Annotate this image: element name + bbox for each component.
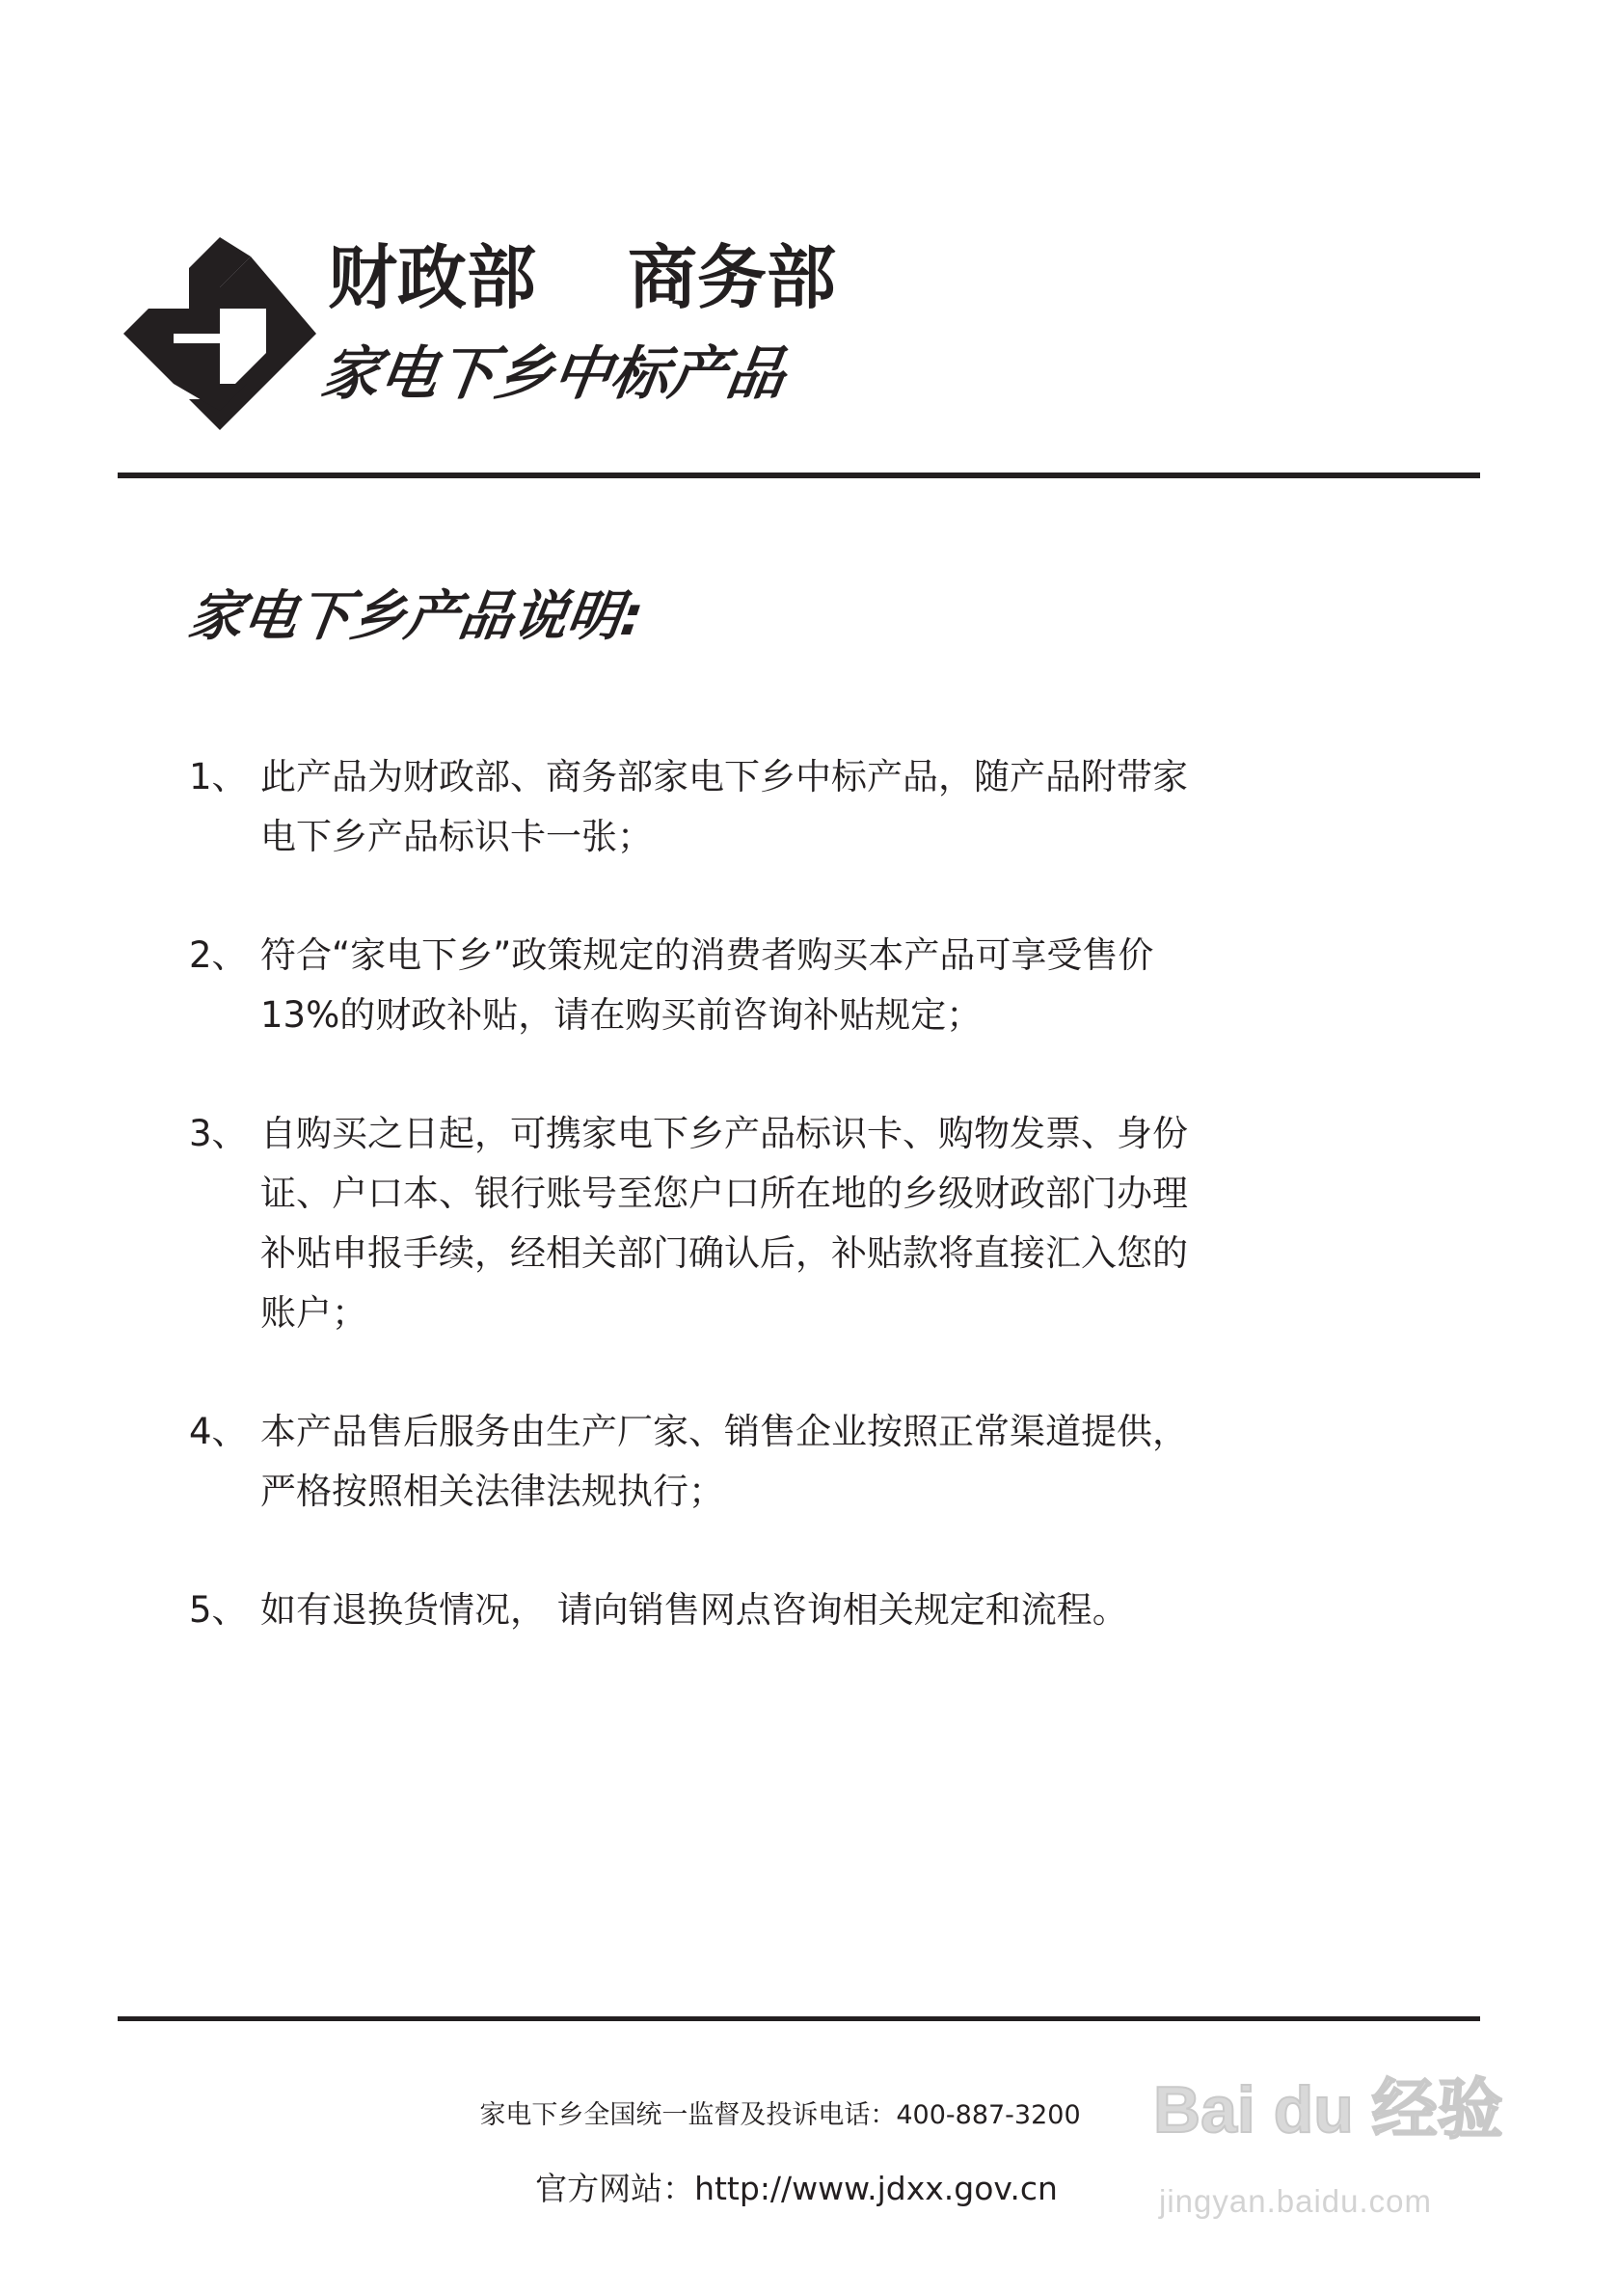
item-line: 电下乡产品标识卡一张； [260, 816, 653, 857]
list-item [189, 747, 1443, 867]
item-line: 本产品售后服务由生产厂家、销售企业按照正常渠道提供， [260, 1411, 1188, 1452]
item-line: 证、户口本、银行账号至您户口所在地的乡级财政部门办理 [260, 1173, 1188, 1214]
item-text [260, 1402, 1443, 1522]
item-line: 严格按照相关法律法规执行； [260, 1471, 724, 1512]
list-item [189, 1580, 1443, 1640]
item-line: 补贴申报手续，经相关部门确认后，补贴款将直接汇入您的 [260, 1232, 1188, 1274]
item-line: 自购买之日起，可携家电下乡产品标识卡、购物发票、身份 [260, 1113, 1188, 1154]
item-number: 2、 [189, 934, 248, 976]
org-right: 商务部 [628, 237, 837, 318]
section-title: 家电下乡产品说明: [184, 585, 648, 648]
item-number: 3、 [189, 1113, 248, 1154]
instruction-list [189, 747, 1443, 1699]
item-text [260, 747, 1443, 867]
item-line: 符合“家电下乡”政策规定的消费者购买本产品可享受售价 [260, 934, 1154, 976]
item-number: 1、 [189, 756, 248, 797]
subtitle: 家电下乡中标产品 [316, 340, 790, 408]
item-text [260, 1104, 1443, 1343]
item-line: 账户； [260, 1292, 367, 1334]
website-text[interactable]: 官方网站：http://www.jdxx.gov.cn [535, 2170, 1058, 2207]
item-line: 如有退换货情况， 请向销售网点咨询相关规定和流程。 [260, 1589, 1128, 1631]
watermark-brand: Bai du 经验 [1153, 2073, 1503, 2147]
item-number: 4、 [189, 1411, 248, 1452]
item-text [260, 926, 1443, 1045]
item-line: 13%的财政补贴，请在购买前咨询补贴规定； [260, 994, 983, 1036]
list-item [189, 1402, 1443, 1522]
top-divider [118, 473, 1480, 478]
hotline-text: 家电下乡全国统一监督及投诉电话：400-887-3200 [479, 2100, 1081, 2130]
watermark-url: jingyan.baidu.com [1159, 2183, 1432, 2219]
bottom-divider [118, 2016, 1480, 2021]
list-item [189, 926, 1443, 1045]
baidu-watermark [1153, 2062, 1539, 2255]
ministry-names [328, 237, 837, 318]
item-text [260, 1580, 1443, 1640]
item-number: 5、 [189, 1589, 248, 1631]
list-item [189, 1104, 1443, 1343]
org-left: 财政部 [328, 237, 537, 318]
item-line: 此产品为财政部、商务部家电下乡中标产品，随产品附带家 [260, 756, 1188, 797]
ministry-logo [123, 237, 316, 430]
